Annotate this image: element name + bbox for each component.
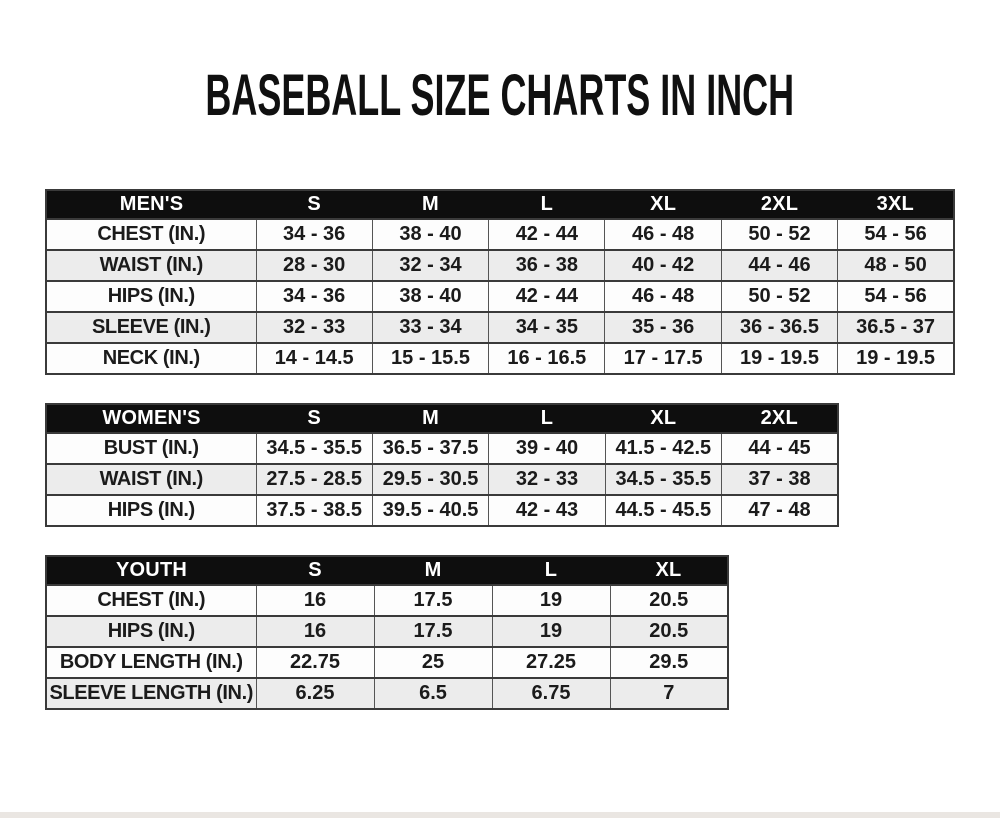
- page-title: [0, 63, 1000, 128]
- size-column-header: L: [489, 190, 605, 219]
- row-label-cell: CHEST (IN.): [46, 585, 256, 616]
- value-cell: 42 - 44: [489, 281, 605, 312]
- value-cell: 38 - 40: [372, 219, 488, 250]
- value-cell: 44.5 - 45.5: [605, 495, 721, 526]
- size-chart-page: [0, 63, 1000, 710]
- size-column-header: M: [372, 404, 488, 433]
- row-label-cell: WAIST (IN.): [46, 464, 256, 495]
- size-table-youth: [45, 555, 729, 710]
- value-cell: 7: [610, 678, 728, 709]
- value-cell: 46 - 48: [605, 281, 721, 312]
- value-cell: 36 - 38: [489, 250, 605, 281]
- value-cell: 14 - 14.5: [256, 343, 372, 374]
- value-cell: 41.5 - 42.5: [605, 433, 721, 464]
- table-row: [46, 616, 728, 647]
- value-cell: 17.5: [374, 616, 492, 647]
- value-cell: 37 - 38: [722, 464, 838, 495]
- value-cell: 20.5: [610, 616, 728, 647]
- size-column-header: M: [372, 190, 488, 219]
- value-cell: 32 - 33: [256, 312, 372, 343]
- row-label-cell: NECK (IN.): [46, 343, 256, 374]
- group-header: WOMEN'S: [46, 404, 256, 433]
- value-cell: 37.5 - 38.5: [256, 495, 372, 526]
- header-row: [46, 190, 954, 219]
- table-row: [46, 585, 728, 616]
- page-title-text: BASEBALL SIZE CHARTS IN INCH: [205, 63, 795, 128]
- table-row: [46, 343, 954, 374]
- size-column-header: XL: [610, 556, 728, 585]
- value-cell: 54 - 56: [838, 219, 954, 250]
- value-cell: 50 - 52: [721, 219, 837, 250]
- tables-container: [45, 189, 1000, 710]
- table-row: [46, 464, 838, 495]
- value-cell: 35 - 36: [605, 312, 721, 343]
- value-cell: 47 - 48: [722, 495, 838, 526]
- row-label-cell: HIPS (IN.): [46, 616, 256, 647]
- value-cell: 54 - 56: [838, 281, 954, 312]
- table-row: [46, 312, 954, 343]
- value-cell: 17 - 17.5: [605, 343, 721, 374]
- value-cell: 27.5 - 28.5: [256, 464, 372, 495]
- size-column-header: XL: [605, 404, 721, 433]
- value-cell: 32 - 34: [372, 250, 488, 281]
- value-cell: 39 - 40: [489, 433, 605, 464]
- size-column-header: 2XL: [722, 404, 838, 433]
- row-label-cell: BODY LENGTH (IN.): [46, 647, 256, 678]
- table-row: [46, 250, 954, 281]
- row-label-cell: SLEEVE (IN.): [46, 312, 256, 343]
- table-row: [46, 219, 954, 250]
- size-column-header: L: [492, 556, 610, 585]
- value-cell: 16: [256, 616, 374, 647]
- header-row: [46, 404, 838, 433]
- size-table-mens: [45, 189, 955, 375]
- value-cell: 33 - 34: [372, 312, 488, 343]
- value-cell: 32 - 33: [489, 464, 605, 495]
- value-cell: 17.5: [374, 585, 492, 616]
- size-column-header: S: [256, 556, 374, 585]
- value-cell: 40 - 42: [605, 250, 721, 281]
- size-column-header: M: [374, 556, 492, 585]
- bottom-edge-strip: [0, 812, 1000, 818]
- value-cell: 38 - 40: [372, 281, 488, 312]
- value-cell: 39.5 - 40.5: [372, 495, 488, 526]
- value-cell: 34.5 - 35.5: [605, 464, 721, 495]
- size-column-header: S: [256, 190, 372, 219]
- value-cell: 42 - 43: [489, 495, 605, 526]
- value-cell: 42 - 44: [489, 219, 605, 250]
- group-header: MEN'S: [46, 190, 256, 219]
- value-cell: 28 - 30: [256, 250, 372, 281]
- size-column-header: S: [256, 404, 372, 433]
- table-row: [46, 281, 954, 312]
- value-cell: 34 - 35: [489, 312, 605, 343]
- value-cell: 22.75: [256, 647, 374, 678]
- value-cell: 19: [492, 585, 610, 616]
- value-cell: 36 - 36.5: [721, 312, 837, 343]
- value-cell: 19 - 19.5: [838, 343, 954, 374]
- value-cell: 6.25: [256, 678, 374, 709]
- header-row: [46, 556, 728, 585]
- value-cell: 20.5: [610, 585, 728, 616]
- value-cell: 6.75: [492, 678, 610, 709]
- value-cell: 6.5: [374, 678, 492, 709]
- value-cell: 44 - 46: [721, 250, 837, 281]
- value-cell: 19: [492, 616, 610, 647]
- row-label-cell: HIPS (IN.): [46, 281, 256, 312]
- value-cell: 34 - 36: [256, 219, 372, 250]
- row-label-cell: BUST (IN.): [46, 433, 256, 464]
- size-column-header: L: [489, 404, 605, 433]
- value-cell: 44 - 45: [722, 433, 838, 464]
- value-cell: 29.5 - 30.5: [372, 464, 488, 495]
- row-label-cell: HIPS (IN.): [46, 495, 256, 526]
- table-row: [46, 678, 728, 709]
- value-cell: 16: [256, 585, 374, 616]
- value-cell: 29.5: [610, 647, 728, 678]
- value-cell: 25: [374, 647, 492, 678]
- size-table-womens: [45, 403, 839, 527]
- size-column-header: XL: [605, 190, 721, 219]
- row-label-cell: WAIST (IN.): [46, 250, 256, 281]
- row-label-cell: SLEEVE LENGTH (IN.): [46, 678, 256, 709]
- value-cell: 36.5 - 37: [838, 312, 954, 343]
- group-header: YOUTH: [46, 556, 256, 585]
- value-cell: 19 - 19.5: [721, 343, 837, 374]
- row-label-cell: CHEST (IN.): [46, 219, 256, 250]
- value-cell: 27.25: [492, 647, 610, 678]
- value-cell: 34 - 36: [256, 281, 372, 312]
- value-cell: 16 - 16.5: [489, 343, 605, 374]
- value-cell: 15 - 15.5: [372, 343, 488, 374]
- table-row: [46, 495, 838, 526]
- value-cell: 50 - 52: [721, 281, 837, 312]
- size-column-header: 2XL: [721, 190, 837, 219]
- size-column-header: 3XL: [838, 190, 954, 219]
- value-cell: 46 - 48: [605, 219, 721, 250]
- value-cell: 34.5 - 35.5: [256, 433, 372, 464]
- table-row: [46, 433, 838, 464]
- value-cell: 36.5 - 37.5: [372, 433, 488, 464]
- table-row: [46, 647, 728, 678]
- value-cell: 48 - 50: [838, 250, 954, 281]
